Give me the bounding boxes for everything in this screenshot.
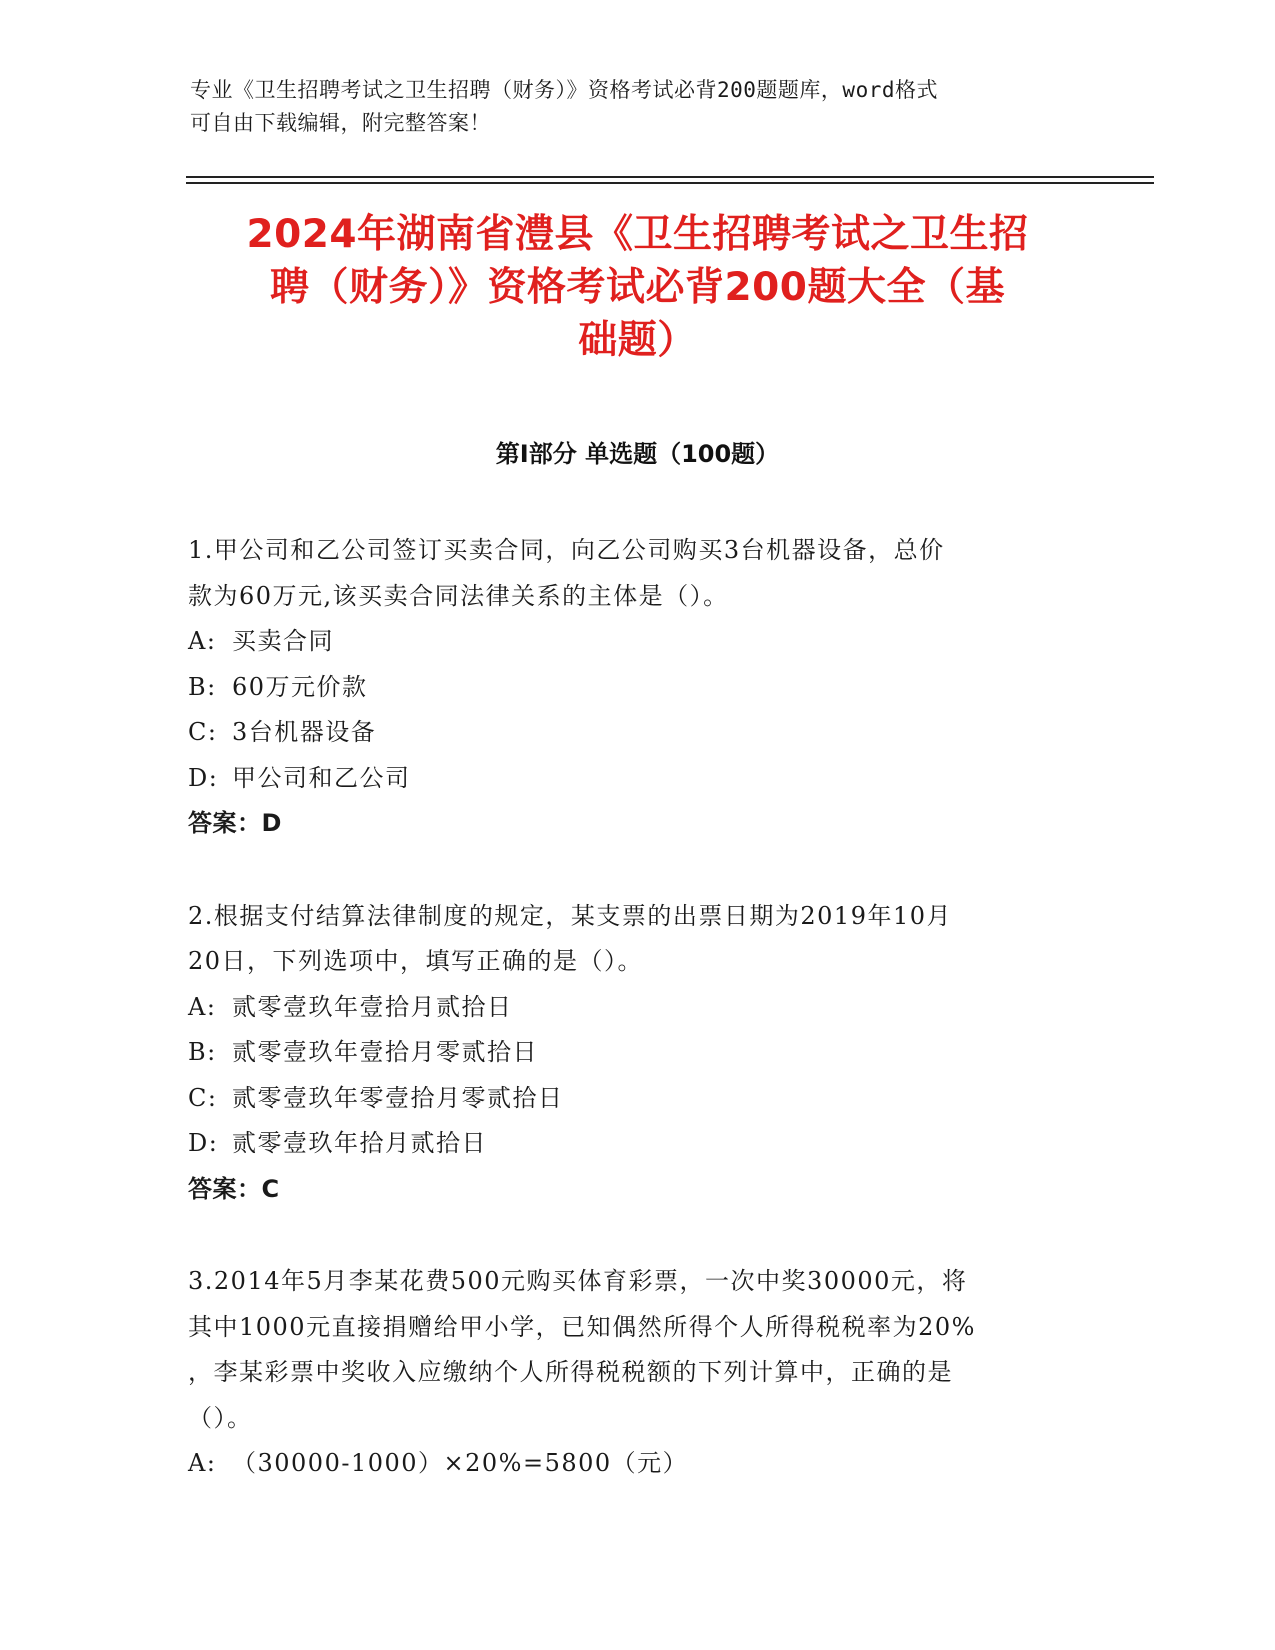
question-1	[188, 528, 1068, 847]
option-text: 贰零壹玖年拾月贰拾日	[232, 1129, 487, 1157]
question-text-line: 其中1000元直接捐赠给甲小学，已知偶然所得个人所得税税率为20%	[188, 1312, 976, 1341]
question-list	[188, 528, 1068, 1534]
question-text-line: 3.2014年5月李某花费500元购买体育彩票，一次中奖30000元，将	[188, 1267, 968, 1295]
header-divider-bottom	[186, 182, 1154, 184]
header-note-line: 专业《卫生招聘考试之卫生招聘（财务）》资格考试必背200题题库，word格式	[190, 78, 938, 102]
question-text-line: ，李某彩票中奖收入应缴纳个人所得税税额的下列计算中，正确的是	[188, 1358, 953, 1386]
option-text: 贰零壹玖年零壹拾月零贰拾日	[232, 1083, 564, 1112]
question-2	[188, 894, 1068, 1213]
section-heading: 第Ⅰ部分 单选题（100题）	[495, 440, 780, 468]
option-key: A:	[188, 627, 217, 655]
option-text: 60万元价款	[232, 672, 368, 701]
document-title	[150, 208, 1125, 367]
question-text-line: 1.甲公司和乙公司签订买卖合同，向乙公司购买3台机器设备，总价	[188, 536, 945, 564]
option-c	[188, 1076, 1068, 1122]
option-key: D:	[188, 763, 219, 792]
option-key: A:	[188, 1449, 217, 1477]
option-d	[188, 756, 1068, 802]
option-b	[188, 665, 1068, 711]
option-key: A:	[188, 992, 217, 1021]
question-text-line: 款为60万元,该买卖合同法律关系的主体是（）。	[188, 581, 729, 610]
option-key: D:	[188, 1129, 219, 1157]
option-a	[188, 985, 1068, 1031]
question-3	[188, 1259, 1068, 1487]
option-d	[188, 1121, 1068, 1167]
question-text-line: 2.根据支付结算法律制度的规定，某支票的出票日期为2019年10月	[188, 901, 953, 930]
option-b	[188, 1030, 1068, 1076]
option-a	[188, 1441, 1068, 1487]
option-key: B:	[188, 1038, 217, 1066]
document-title-line: 2024年湖南省澧县《卫生招聘考试之卫生招	[246, 212, 1029, 257]
option-key: C:	[188, 1083, 218, 1112]
option-key: B:	[188, 672, 217, 701]
option-text: 贰零壹玖年壹拾月贰拾日	[232, 992, 513, 1021]
document-title-line: 聘（财务）》资格考试必背200题大全（基	[270, 265, 1005, 310]
question-text-line: 20日，下列选项中，填写正确的是（）。	[188, 947, 644, 975]
option-text: （30000-1000）×20%=5800（元）	[232, 1449, 689, 1477]
header-note	[190, 74, 1090, 140]
option-text: 3台机器设备	[232, 718, 377, 746]
question-text-line: （）。	[188, 1403, 253, 1432]
document-title-line: 础题）	[578, 318, 697, 363]
option-text: 甲公司和乙公司	[232, 763, 411, 792]
option-c	[188, 710, 1068, 756]
option-text: 买卖合同	[232, 627, 334, 655]
option-a	[188, 619, 1068, 665]
header-note-line: 可自由下载编辑，附完整答案！	[190, 111, 491, 135]
answer-line: 答案：C	[188, 1174, 280, 1203]
answer-line: 答案：D	[188, 809, 282, 837]
option-text: 贰零壹玖年壹拾月零贰拾日	[232, 1038, 538, 1066]
header-divider-top	[186, 176, 1154, 178]
option-key: C:	[188, 718, 218, 746]
